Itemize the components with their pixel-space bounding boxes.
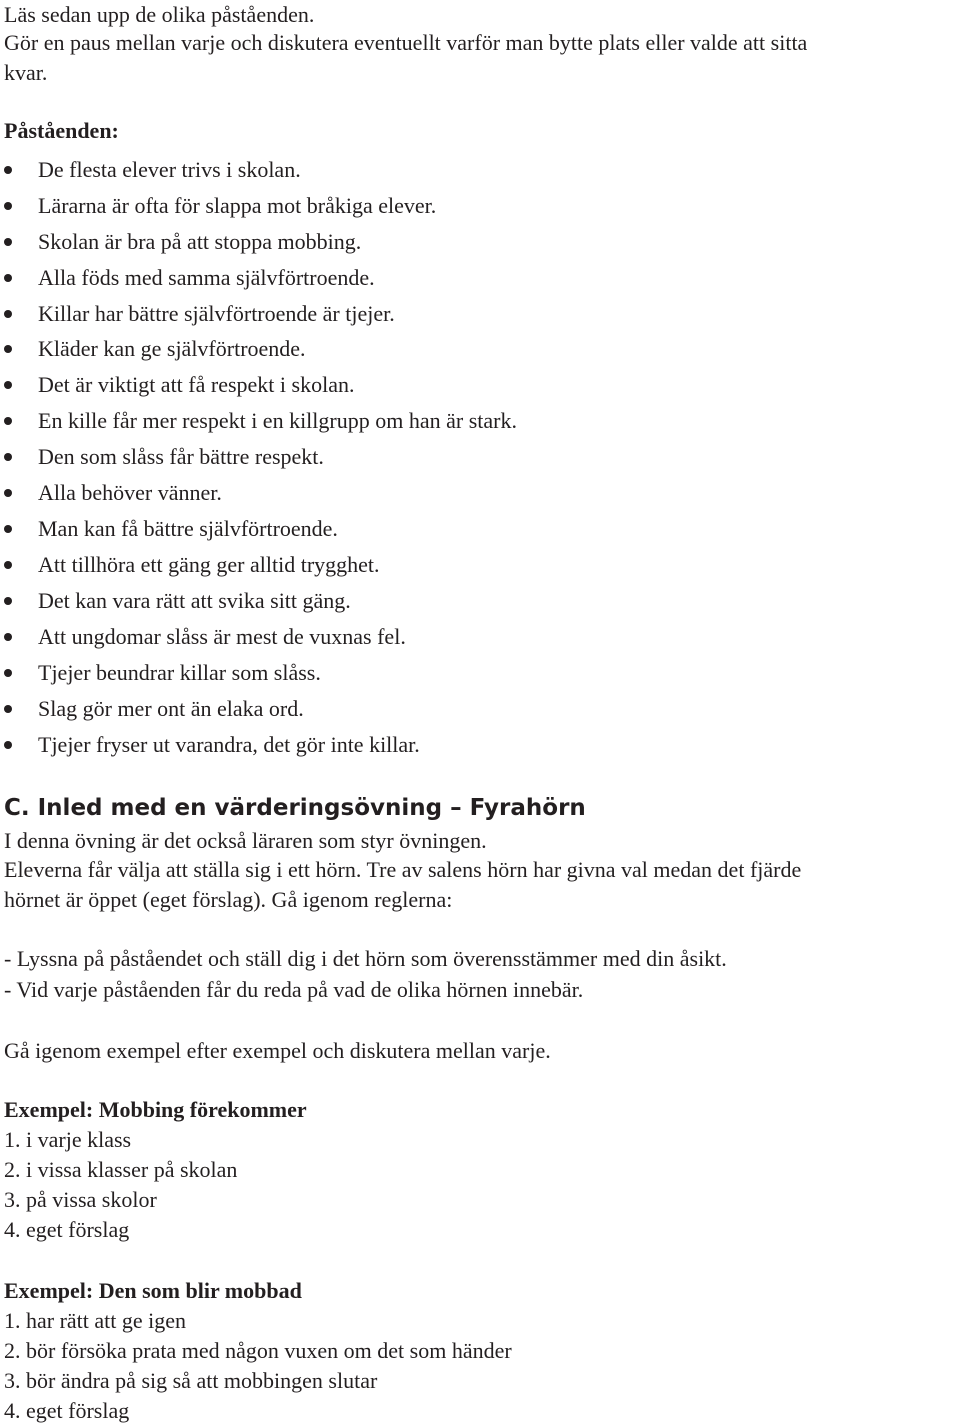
example-1-option-2: 2. i vissa klasser på skolan — [4, 1157, 238, 1182]
rule-1: - Lyssna på påståendet och ställ dig i det hörn som överensstämmer med din åsikt. — [4, 946, 727, 971]
rule-2: - Vid varje påståenden får du reda på vad de olika hörnen innebär. — [4, 977, 584, 1002]
bullet-icon — [4, 525, 12, 533]
bullet-icon — [4, 310, 12, 318]
list-item-text: Man kan få bättre självförtroende. — [38, 516, 338, 541]
bullet-icon — [4, 381, 12, 389]
list-item-text: Det är viktigt att få respekt i skolan. — [38, 372, 355, 397]
bullet-icon — [4, 633, 12, 641]
example-1-option-4: 4. eget förslag — [4, 1217, 130, 1242]
intro-line-2: Gör en paus mellan varje och diskutera eventuellt varför man bytte plats eller valde att sitta — [4, 30, 808, 55]
list-item-text: En kille får mer respekt i en killgrupp om han är stark. — [38, 408, 517, 433]
list-item-text: Kläder kan ge självförtroende. — [38, 336, 306, 361]
example-1-option-1: 1. i varje klass — [4, 1127, 132, 1152]
statements-heading: Påståenden: — [4, 118, 119, 143]
list-item-text: Tjejer fryser ut varandra, det gör inte killar. — [38, 732, 420, 757]
bullet-icon — [4, 166, 12, 174]
bullet-icon — [4, 561, 12, 569]
bullet-icon — [4, 202, 12, 210]
bullet-icon — [4, 417, 12, 425]
example-2-option-2: 2. bör försöka prata med någon vuxen om det som händer — [4, 1338, 512, 1363]
intro-line-1: Läs sedan upp de olika påståenden. — [4, 2, 315, 27]
bullet-icon — [4, 489, 12, 497]
example-2-option-1: 1. har rätt att ge igen — [4, 1308, 187, 1333]
example-2-option-3: 3. bör ändra på sig så att mobbingen slutar — [4, 1368, 378, 1393]
list-item-text: Den som slåss får bättre respekt. — [38, 444, 324, 469]
list-item-text: Lärarna är ofta för slappa mot bråkiga elever. — [38, 193, 437, 218]
section-c-heading: C. Inled med en värderingsövning – Fyrahörn — [4, 795, 586, 821]
list-item-text: Skolan är bra på att stoppa mobbing. — [38, 229, 362, 254]
list-item-text: Killar har bättre självförtroende är tjejer. — [38, 301, 395, 326]
list-item-text: Det kan vara rätt att svika sitt gäng. — [38, 588, 351, 613]
section-c-paragraph-2-line-1: Eleverna får välja att ställa sig i ett hörn. Tre av salens hörn har givna val medan det fjärde — [4, 857, 802, 882]
bullet-icon — [4, 453, 12, 461]
list-item-text: Alla behöver vänner. — [38, 480, 222, 505]
bullet-icon — [4, 597, 12, 605]
example-1-option-3: 3. på vissa skolor — [4, 1187, 157, 1212]
list-item-text: De flesta elever trivs i skolan. — [38, 157, 301, 182]
example-2-heading: Exempel: Den som blir mobbad — [4, 1278, 302, 1303]
example-2-option-4: 4. eget förslag — [4, 1398, 130, 1423]
list-item-text: Att tillhöra ett gäng ger alltid trygghet. — [38, 552, 380, 577]
section-c-paragraph-2-line-2: hörnet är öppet (eget förslag). Gå igenom reglerna: — [4, 887, 453, 912]
section-c-paragraph-1: I denna övning är det också läraren som styr övningen. — [4, 828, 487, 853]
list-item-text: Att ungdomar slåss är mest de vuxnas fel. — [38, 624, 406, 649]
list-item-text: Slag gör mer ont än elaka ord. — [38, 696, 304, 721]
bullet-icon — [4, 274, 12, 282]
bullet-icon — [4, 741, 12, 749]
bullet-icon — [4, 669, 12, 677]
section-c-paragraph-3: Gå igenom exempel efter exempel och diskutera mellan varje. — [4, 1038, 551, 1063]
bullet-icon — [4, 238, 12, 246]
list-item-text: Tjejer beundrar killar som slåss. — [38, 660, 321, 685]
bullet-icon — [4, 705, 12, 713]
bullet-icon — [4, 345, 12, 353]
example-1-heading: Exempel: Mobbing förekommer — [4, 1097, 307, 1122]
list-item-text: Alla föds med samma självförtroende. — [38, 265, 375, 290]
intro-line-3: kvar. — [4, 60, 48, 85]
